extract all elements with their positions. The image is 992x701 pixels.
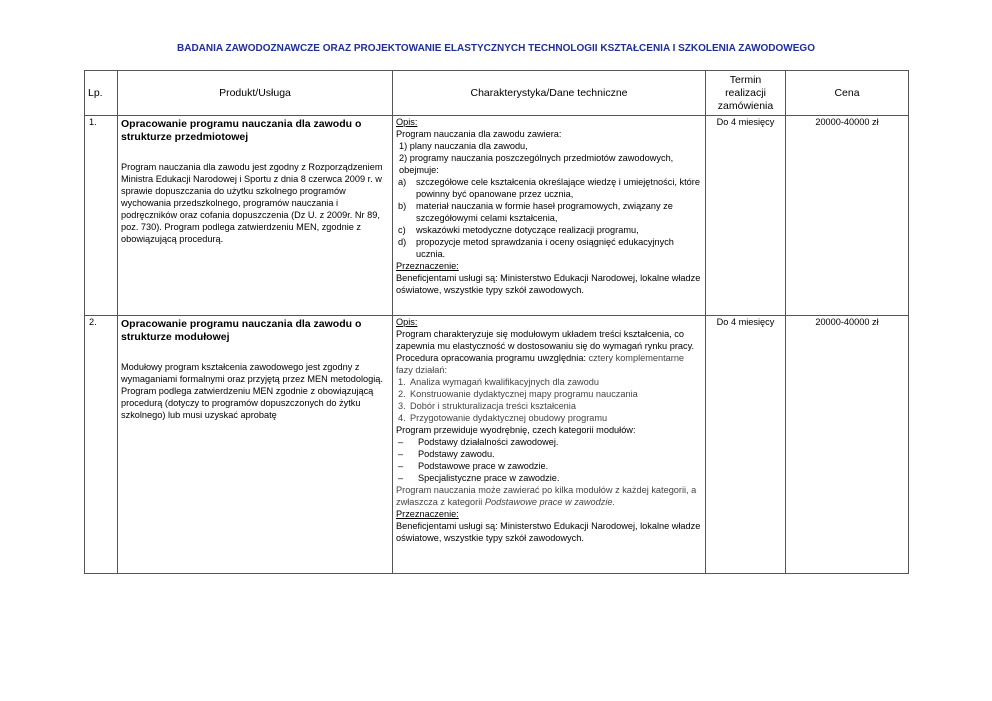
numbered-item: 2) programy nauczania poszczególnych przedmiotów zawodowych, obejmuje: [399,153,674,175]
list-item: – Podstawy zawodu. [398,449,495,459]
product-description: Modułowy program kształcenia zawodowego jest zgodny z wymaganiami formalnymi oraz przyjętą przez MEN metodologią. Program podlega zatwierdzeniu MEN zgodnie z obowiązującą procedurą (dotyczy to programów dopuszczonych do żytku szkolnego) lub musi uzyskać aprobatę [121,362,383,420]
table-header-row [85,71,909,116]
row-number: 1. [85,116,118,316]
list-item: – Podstawy działalności zawodowej. [398,437,559,447]
row-number: 2. [85,316,118,574]
list-item: – Podstawowe prace w zawodzie. [398,461,549,471]
opis-intro: Program nauczania dla zawodu zawiera: [396,129,562,139]
table-row [85,316,909,574]
price-cell: 20000-40000 zł [786,116,909,316]
list-item: b) materiał nauczania w formie haseł programowych, związany ze szczegółowymi celami kształcenia, [398,201,673,223]
numbered-item: 1) plany nauczania dla zawodu, [399,141,528,151]
term-cell: Do 4 miesięcy [706,116,786,316]
closing-text: Program nauczania może zawierać po kilka modułów z każdej kategorii, a zwłaszcza z kategorii Podstawowe prace w zawodzie. [396,485,697,507]
header-price: Cena [786,71,909,116]
characteristics-cell [393,316,706,574]
list-item: d) propozycje metod sprawdzania i oceny osiągnięć edukacyjnych ucznia. [398,237,674,259]
alpha-list [396,176,702,260]
opis-intro: Program charakteryzuje się modułowym układem treści kształcenia, co zapewnia mu elastyczność w dostosowaniu się do wymagań rynku pracy. Procedura opracowania programu uwzględnia: cztery komplementarne fazy działań: [396,329,695,375]
header-term: Termin realizacji zamówienia [706,71,786,116]
categories-intro: Program przewiduje wyodrębnię, czech kategorii modułów: [396,425,636,435]
purpose-label: Przeznaczenie: [396,261,459,271]
list-item: c) wskazówki metodyczne dotyczące realizacji programu, [398,225,639,235]
purpose-label: Przeznaczenie: [396,509,459,519]
purpose-text: Beneficjentami usługi są: Ministerstwo Edukacji Narodowej, lokalne władze oświatowe, wszystkie typy szkół zawodowych. [396,521,701,543]
header-product: Produkt/Usługa [118,71,393,116]
list-item: 2. Konstruowanie dydaktycznej mapy programu nauczania [398,389,638,399]
list-item: – Specjalistyczne prace w zawodzie. [398,473,560,483]
header-lp: Lp. [85,71,118,116]
characteristics-cell [393,116,706,316]
product-name: Opracowanie programu nauczania dla zawodu o strukturze przedmiotowej [121,118,362,143]
phases-list [396,376,702,424]
offer-table [84,70,909,574]
product-name: Opracowanie programu nauczania dla zawodu o strukturze modułowej [121,318,362,343]
term-cell: Do 4 miesięcy [706,316,786,574]
list-item: a) szczegółowe cele kształcenia określające wiedzę i umiejętności, które powinny być opanowane przez ucznia, [398,177,700,199]
categories-list [396,436,702,484]
price-cell: 20000-40000 zł [786,316,909,574]
list-item: 3. Dobór i strukturalizacja treści kształcenia [398,401,576,411]
purpose-text: Beneficjentami usługi są: Ministerstwo Edukacji Narodowej, lokalne władze oświatowe, wszystkie typy szkół zawodowych. [396,273,701,295]
opis-label: Opis: [396,117,418,127]
product-cell [118,316,393,574]
product-cell [118,116,393,316]
header-characteristics: Charakterystyka/Dane techniczne [393,71,706,116]
product-description: Program nauczania dla zawodu jest zgodny z Rozporządzeniem Ministra Edukacji Narodowej i Sportu z dnia 8 czerwca 2009 r. w sprawie dopuszczania do użytku szkolnego programów wychowania przedszkolnego, programów nauczania i podręczników oraz cofania dopuszczenia (Dz U. z 2009r. Nr 89, poz. 730). Program podlega zatwierdzeniu MEN, zgodnie z obowiązującą procedurą. [121,162,383,244]
table-row [85,116,909,316]
opis-label: Opis: [396,317,418,327]
list-item: 4. Przygotowanie dydaktycznej obudowy programu [398,413,608,423]
list-item: 1. Analiza wymagań kwalifikacyjnych dla zawodu [398,377,599,387]
page-title: BADANIA ZAWODOZNAWCZE ORAZ PROJEKTOWANIE ELASTYCZNYCH TECHNOLOGII KSZTAŁCENIA I SZKOLENIA ZAWODOWEGO [177,43,815,54]
